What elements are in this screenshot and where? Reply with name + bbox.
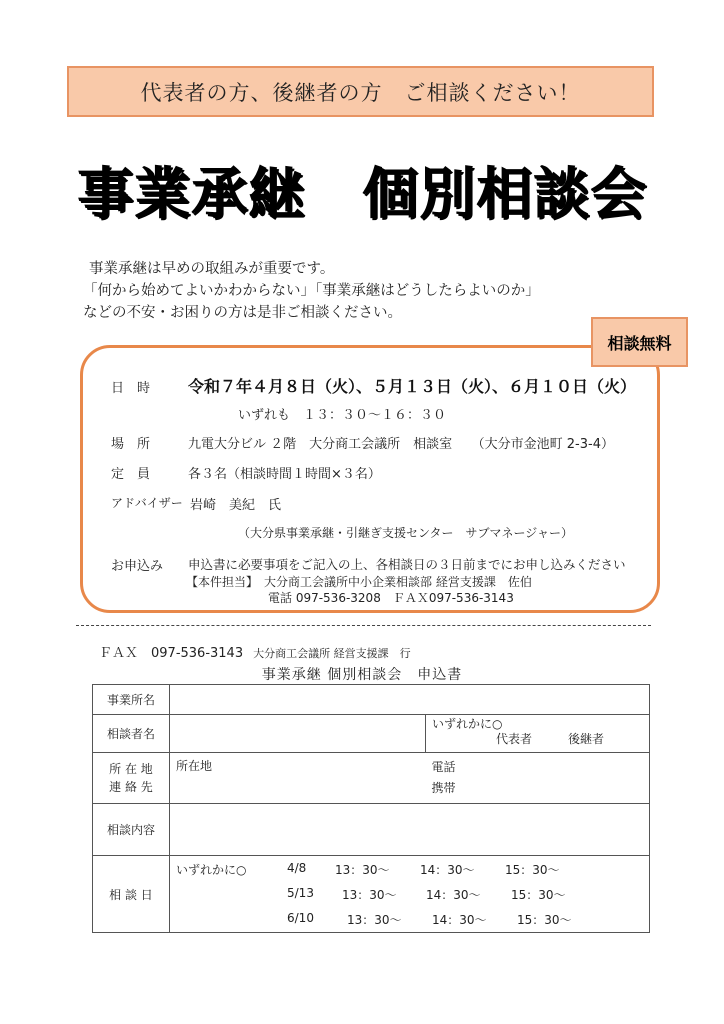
slot-time[interactable]: 14：30～	[432, 913, 487, 927]
company-name-label: 事業所名	[93, 685, 170, 715]
slot-time[interactable]: 13：30～	[335, 863, 390, 877]
role-choice-field[interactable]	[426, 715, 650, 753]
contact-phone: 電話 097-536-3208 ＦＡＸ097-536-3143	[268, 591, 514, 605]
slot-time[interactable]: 14：30～	[420, 863, 475, 877]
mobile-field-label: 携帯	[431, 781, 456, 795]
phone-field-label: 電話	[431, 760, 456, 774]
slot-date[interactable]: 6/10	[287, 911, 314, 925]
contact-person: 【本件担当】 大分商工会議所中小企業相談部 経営支援課 佐伯	[186, 575, 532, 589]
address-field[interactable]	[170, 753, 426, 804]
capacity-label: 定 員	[111, 467, 151, 482]
badge-text: 相談無料	[607, 333, 672, 353]
role-representative[interactable]: 代表者	[496, 732, 533, 746]
slot-date[interactable]: 5/13	[287, 886, 314, 900]
contact-label: 連 絡 先	[109, 780, 153, 794]
slot-time[interactable]: 13：30～	[342, 888, 397, 902]
advisor-title: （大分県事業承継・引継ぎ支援センター サブマネージャー）	[238, 526, 574, 540]
consultant-name-field[interactable]	[170, 715, 426, 753]
cut-line	[76, 625, 651, 626]
banner-text: 代表者の方、後継者の方 ご相談ください！	[140, 80, 581, 105]
slot-time[interactable]: 15：30～	[517, 913, 572, 927]
slot-time[interactable]: 14：30～	[426, 888, 481, 902]
role-successor[interactable]: 後継者	[568, 732, 605, 746]
slot-time[interactable]: 15：30～	[511, 888, 566, 902]
advisor-label: アドバイザー	[111, 496, 183, 510]
consultation-day-field[interactable]	[170, 856, 650, 933]
advisor-value: 岩崎 美紀 氏	[190, 498, 282, 513]
place-label: 場 所	[111, 437, 151, 452]
date-value: 令和７年４月８日（火）、５月１３日（火）、６月１０日（火）	[188, 377, 637, 396]
consultant-name-label: 相談者名	[93, 715, 170, 753]
application-form	[92, 684, 650, 933]
consultation-content-field[interactable]	[170, 804, 650, 856]
role-choose-text: いずれかに○	[432, 717, 503, 731]
day-choose-text: いずれかに○	[176, 863, 247, 877]
phone-fields[interactable]	[426, 753, 650, 804]
company-name-field[interactable]	[170, 685, 650, 715]
address-contact-label	[93, 753, 170, 804]
intro-line: などの不安・お困りの方は是非ご相談ください。	[83, 305, 402, 321]
intro-text	[83, 258, 540, 324]
date-label: 日 時	[111, 381, 151, 396]
time-value: いずれも １３：３０～１６：３０	[238, 408, 447, 423]
address-label: 所 在 地	[109, 762, 153, 776]
fax-number: ＦＡＸ 097-536-3143	[99, 646, 244, 661]
slot-time[interactable]: 13：30～	[347, 913, 402, 927]
fax-destination: 大分商工会議所 経営支援課 行	[253, 647, 411, 660]
slot-date[interactable]: 4/8	[287, 861, 307, 875]
free-consultation-badge	[591, 317, 688, 367]
slot-time[interactable]: 15：30～	[505, 863, 560, 877]
intro-line: 「何から始めてよいかわからない」「事業承継はどうしたらよいのか」	[83, 283, 540, 299]
consultation-content-label: 相談内容	[93, 804, 170, 856]
header-banner	[67, 66, 654, 117]
fax-header	[99, 642, 411, 661]
capacity-value: 各３名（相談時間１時間×３名）	[188, 467, 381, 482]
place-value: 九電大分ビル ２階 大分商工会議所 相談室 （大分市金池町 2-3-4）	[188, 437, 614, 452]
apply-value: 申込書に必要事項をご記入の上、各相談日の３日前までにお申し込みください	[188, 557, 626, 572]
address-field-label: 所在地	[176, 759, 213, 773]
intro-line: 事業承継は早めの取組みが重要です。	[89, 261, 335, 277]
page-title: 事業承継 個別相談会	[77, 162, 647, 227]
apply-label: お申込み	[111, 559, 164, 574]
consultation-day-label: 相 談 日	[93, 856, 170, 933]
form-title: 事業承継 個別相談会 申込書	[261, 667, 463, 683]
